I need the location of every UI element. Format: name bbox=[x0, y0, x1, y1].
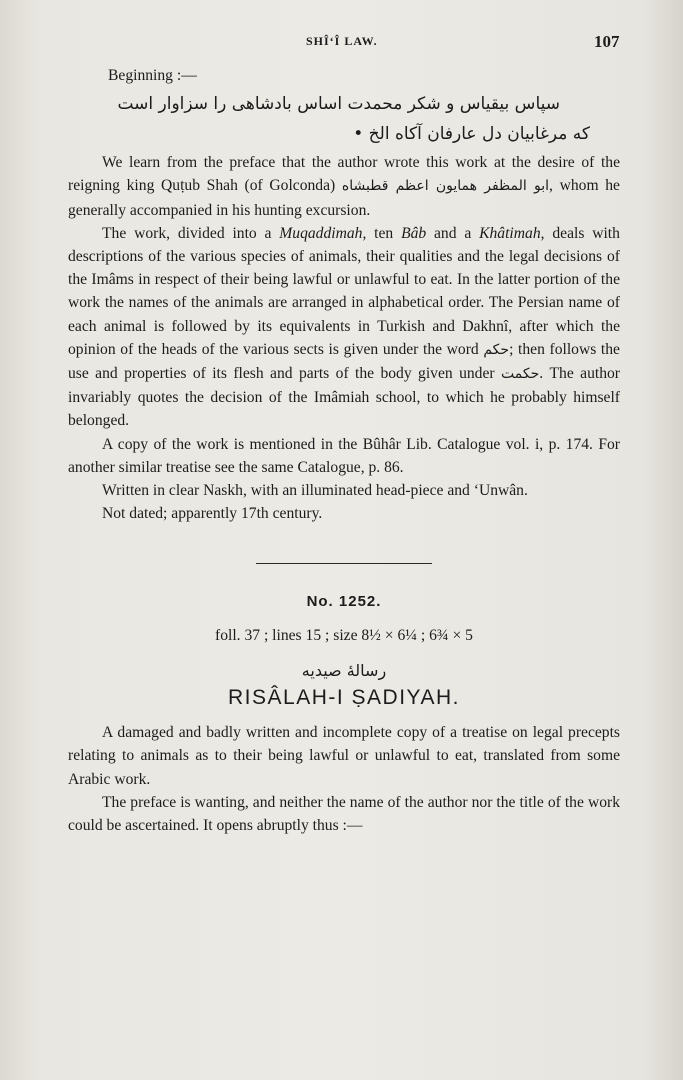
term-khatimah: Khâtimah bbox=[479, 224, 541, 242]
paragraph-contents-text-d: , deals with descriptions of the various species of animals, their qualities and the legal decisions of the Imâms in respect of their being lawful or unlawful to eat. In the latter portion of the work the names of the animals are arranged in alphabetical order. The Persian name of each animal is followed by its equivalents in Turkish and Dakhnî, after which the opinion of the heads of the various sects is given under the word bbox=[68, 224, 620, 358]
paragraph-contents-text-c: and a bbox=[434, 224, 472, 242]
term-bab: Bâb bbox=[401, 224, 427, 242]
term-muqaddimah: Muqaddimah bbox=[279, 224, 363, 242]
entry-arabic-title: رسالۀ صیدیه bbox=[301, 660, 387, 680]
paragraph-preface bbox=[68, 151, 620, 222]
paragraph-contents bbox=[68, 222, 620, 433]
page-body bbox=[68, 64, 620, 837]
paragraph-preface-text-b: , whom he generally accompanied in his hunting excursion. bbox=[68, 177, 620, 219]
paragraph-treatise-description: A damaged and badly written and incomplete copy of a treatise on legal precepts relating to animals as to their being lawful or unlawful to eat, translated from some Arabic work. bbox=[68, 724, 620, 788]
paragraph-catalogue-reference: A copy of the work is mentioned in the Bûhâr Lib. Catalogue vol. i, p. 174. For another similar treatise see the same Catalogue, p. 86. bbox=[68, 435, 620, 476]
paragraph-contents-text-e: ; then follows the use and properties of its flesh and parts of the body given under bbox=[68, 340, 620, 383]
entry-physical-description: foll. 37 ; lines 15 ; size 8½ × 6¼ ; 6¾ × 5 bbox=[215, 626, 473, 644]
entry-number: No. 1252. bbox=[306, 593, 382, 611]
persian-incipit-line-1: سپاس بیقیاس و شکر محمدت اساس بادشاهی را سزاوار است bbox=[117, 94, 560, 115]
beginning-label: Beginning :— bbox=[108, 67, 197, 84]
paragraph-script-description: Written in clear Naskh, with an illuminated head-piece and ‘Unwân. bbox=[102, 482, 528, 500]
entry-title: RISÂLAH-I ṢADIYAH. bbox=[228, 686, 460, 710]
paragraph-date: Not dated; apparently 17th century. bbox=[102, 505, 323, 523]
word-hikmat-arabic: حکمت bbox=[501, 366, 540, 383]
paragraph-preface-missing: The preface is wanting, and neither the name of the author nor the title of the work could be ascertained. It opens abruptly thus :— bbox=[68, 793, 620, 835]
paragraph-contents-text-f: . The author invariably quotes the decision of the Imâmiah school, to which he probably himself belonged. bbox=[68, 365, 620, 430]
paragraph-preface-text-a: We learn from the preface that the author wrote this work at the desire of the reigning king Quṭub Shah (of Golconda) bbox=[68, 154, 620, 195]
king-title-arabic: ابو المظفر همایون اعظم قطبشاه bbox=[341, 178, 550, 195]
paragraph-contents-text-a: The work, divided into a bbox=[102, 224, 272, 242]
page-number: 107 bbox=[594, 32, 620, 51]
page-header bbox=[0, 34, 683, 54]
word-hukm-arabic: حکم bbox=[483, 341, 510, 358]
section-divider bbox=[256, 563, 432, 564]
persian-incipit-line-2: که مرغابیان دل عارفان آکاه الخ • bbox=[353, 124, 590, 145]
paragraph-contents-text-b: , ten bbox=[362, 224, 394, 242]
running-title: SHÎ‘Î LAW. bbox=[306, 34, 378, 48]
